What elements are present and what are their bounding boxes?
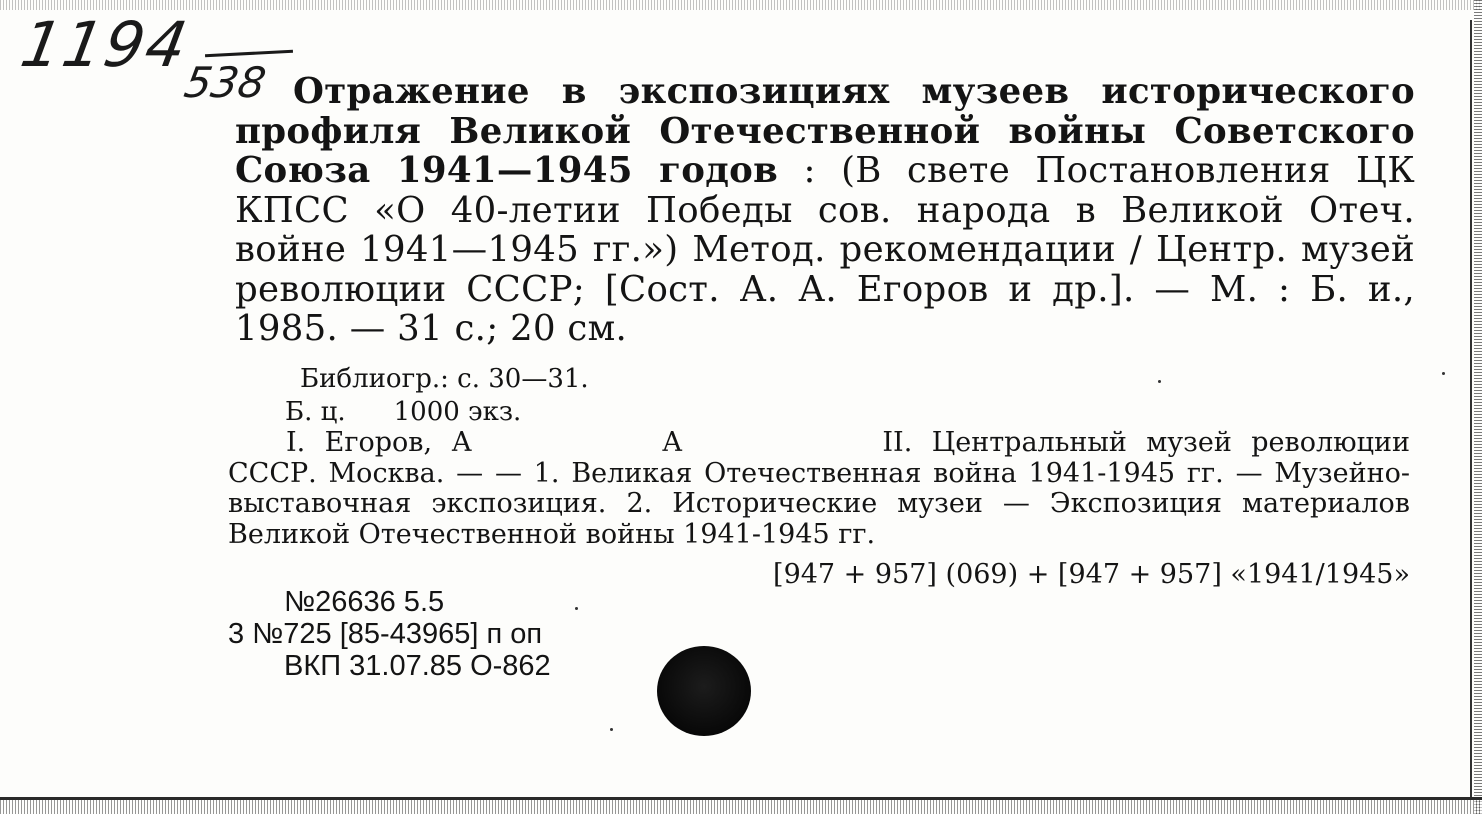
scan-speck — [610, 728, 613, 731]
classification-index: [947 + 957] (069) + [947 + 957] «1941/1945» — [773, 559, 1410, 590]
book-title: Отражение в экспозициях музеев исторического профиля Великой Отечественной войны Советского Союза 1941—1945 годов — [235, 71, 1415, 191]
price-copies-note — [285, 397, 521, 427]
registration-code: №26636 5.5 — [284, 586, 445, 618]
handwritten-overline — [205, 50, 293, 58]
handwritten-shelf-number: 1194 — [15, 8, 195, 81]
price: Б. ц. — [285, 397, 346, 427]
tracing-author: I. Егоров, А — [286, 427, 472, 458]
scan-edge-top — [0, 0, 1482, 10]
bibliography-note: Библиогр.: с. 30—31. — [300, 364, 589, 394]
handwritten-sub-number: 538 — [180, 58, 270, 107]
scan-edge-bottom — [0, 800, 1482, 814]
tracing-initial: А — [661, 427, 683, 458]
vkp-code: ВКП 31.07.85 О-862 — [284, 650, 551, 682]
bibliographic-description — [235, 72, 1415, 349]
punch-hole-stamp — [657, 646, 751, 736]
copies: 1000 экз. — [393, 397, 522, 427]
scan-speck — [575, 607, 578, 610]
order-code: 3 №725 [85-43965] п оп — [228, 618, 543, 650]
description-details: : (В свете Постановления ЦК КПСС «О 40-летии Победы сов. народа в Великой Отеч. войне 1941—1945 гг.») Метод. рекомендации / Центр. музей революции СССР; [Сост. А. А. Егоров и др.]. — М. : Б. и., 1985. — 31 с.; 20 см. — [235, 150, 1415, 349]
scan-speck — [1158, 380, 1161, 383]
card-border-bottom — [0, 797, 1482, 800]
scan-edge-right — [1474, 0, 1482, 814]
scan-speck — [1442, 372, 1445, 375]
tracing-subjects: II. Центральный музей революции СССР. Москва. — — 1. Великая Отечественная война 1941-1945 гг. — Музейно-выставочная экспозиция. 2. Исторические музеи — Экспозиция материалов Великой Отечественной войны 1941-1945 гг. — [228, 427, 1410, 550]
tracings — [228, 428, 1410, 550]
card-border-right — [1470, 20, 1472, 800]
